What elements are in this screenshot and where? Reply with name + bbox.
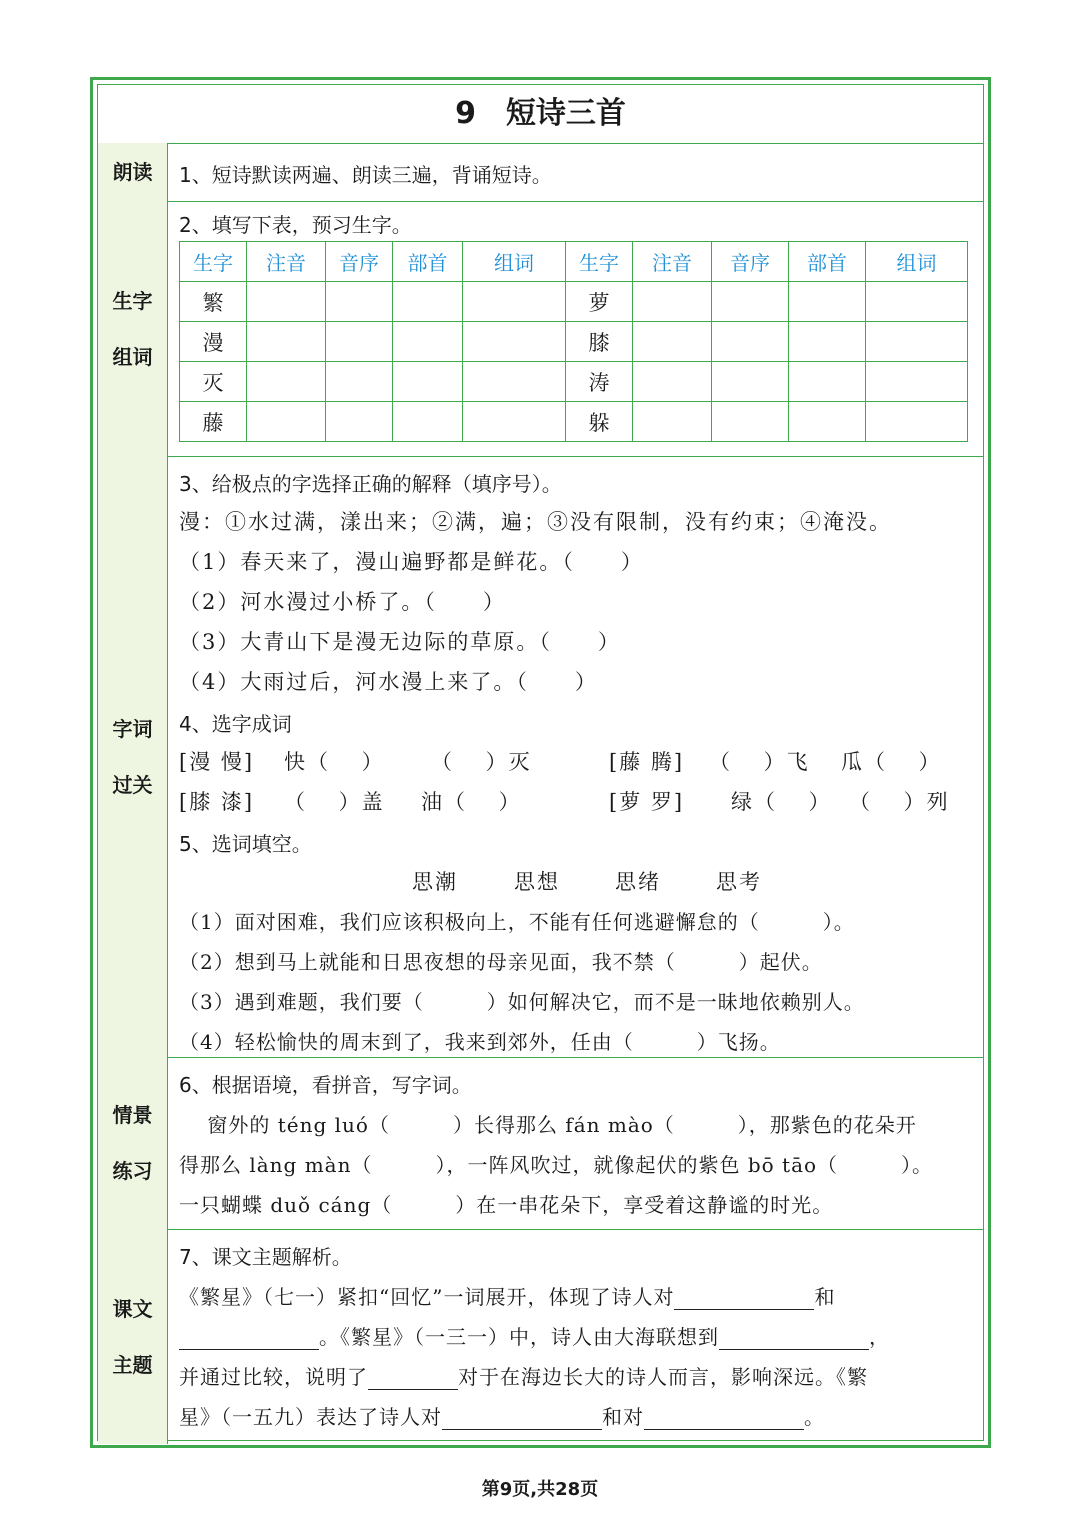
- blank-cell[interactable]: [326, 362, 393, 402]
- section-context: [98, 1057, 983, 1230]
- blank-cell[interactable]: [247, 282, 326, 322]
- char-cell: 灭: [180, 362, 247, 402]
- q5-option: 思潮: [412, 870, 458, 894]
- section-label-theme: 课文 主题: [98, 1229, 168, 1444]
- blank-cell[interactable]: [326, 322, 393, 362]
- header-cell: 注音: [633, 242, 712, 282]
- blank-cell[interactable]: [789, 362, 866, 402]
- question-6-line: 窗外的 téng luó（ ）长得那么 fán mào（ ），那紫色的花朵开: [179, 1113, 917, 1137]
- answer-blank[interactable]: [674, 1287, 814, 1310]
- blank-cell[interactable]: [633, 402, 712, 442]
- section-label-characters: 生字 组词: [98, 201, 168, 456]
- blank-cell[interactable]: [247, 322, 326, 362]
- blank-cell[interactable]: [247, 362, 326, 402]
- blank-cell[interactable]: [789, 322, 866, 362]
- header-cell: 注音: [247, 242, 326, 282]
- question-5-item: （1）面对困难，我们应该积极向上，不能有任何逃避懈怠的（ ）。: [179, 910, 855, 934]
- question-3-item: （1）春天来了，漫山遍野都是鲜花。（ ）: [179, 550, 644, 574]
- blank-cell[interactable]: [326, 282, 393, 322]
- blank-cell[interactable]: [789, 282, 866, 322]
- question-3-item: （4）大雨过后，河水漫上来了。（ ）: [179, 670, 598, 694]
- q4-blank[interactable]: 油（ ）: [421, 790, 522, 814]
- blank-cell[interactable]: [866, 362, 968, 402]
- section-theme: [98, 1229, 983, 1444]
- blank-cell[interactable]: [633, 282, 712, 322]
- blank-cell[interactable]: [866, 402, 968, 442]
- question-7-line: 星》（一五九）表达了诗人对 和对 。: [179, 1405, 825, 1429]
- q4-choice: [漫 慢]: [179, 750, 255, 774]
- question-6-line: 一只蝴蝶 duǒ cáng（ ）在一串花朵下，享受着这静谧的时光。: [179, 1193, 834, 1217]
- worksheet-frame: [90, 77, 991, 1448]
- question-3-item: （3）大青山下是漫无边际的草原。（ ）: [179, 630, 621, 654]
- question-4: 4、选字成词: [179, 712, 292, 736]
- q5-option: 思想: [514, 870, 560, 894]
- char-cell: 藤: [180, 402, 247, 442]
- q4-choice: [萝 罗]: [609, 790, 685, 814]
- blank-cell[interactable]: [866, 282, 968, 322]
- blank-cell[interactable]: [326, 402, 393, 442]
- page-number: 第9页,共28页: [481, 1479, 599, 1500]
- blank-cell[interactable]: [393, 402, 463, 442]
- question-3-item: （2）河水漫过小桥了。（ ）: [179, 590, 506, 614]
- char-cell: 漫: [180, 322, 247, 362]
- blank-cell[interactable]: [866, 322, 968, 362]
- question-7-line: 。《繁星》（一三一）中，诗人由大海联想到 ，: [179, 1321, 890, 1350]
- question-3: 3、给极点的字选择正确的解释（填序号）。: [179, 472, 562, 496]
- question-5: 5、选词填空。: [179, 832, 312, 856]
- char-cell: 膝: [566, 322, 633, 362]
- question-7-line: 《繁星》（七一）紧扣“回忆”一词展开，体现了诗人对 和: [179, 1285, 836, 1309]
- blank-cell[interactable]: [463, 282, 566, 322]
- answer-blank[interactable]: [719, 1327, 869, 1350]
- blank-cell[interactable]: [247, 402, 326, 442]
- header-cell: 音序: [712, 242, 789, 282]
- blank-cell[interactable]: [463, 362, 566, 402]
- section-label-words: 字词 过关: [98, 456, 168, 1057]
- q4-blank[interactable]: 绿（ ）: [731, 790, 832, 814]
- q4-blank[interactable]: 快（ ）: [284, 750, 385, 774]
- blank-cell[interactable]: [393, 282, 463, 322]
- header-cell: 组词: [866, 242, 968, 282]
- q4-blank[interactable]: （ ）飞: [709, 750, 810, 774]
- question-6-line: 得那么 làng màn（ ），一阵风吹过，就像起伏的紫色 bō tāo（ ）。: [179, 1153, 934, 1177]
- blank-cell[interactable]: [633, 362, 712, 402]
- char-cell: 躲: [566, 402, 633, 442]
- header-cell: 组词: [463, 242, 566, 282]
- blank-cell[interactable]: [463, 322, 566, 362]
- q5-option: 思绪: [615, 870, 661, 894]
- header-cell: 音序: [326, 242, 393, 282]
- blank-cell[interactable]: [393, 322, 463, 362]
- blank-cell[interactable]: [712, 362, 789, 402]
- header-cell: 部首: [393, 242, 463, 282]
- blank-cell[interactable]: [633, 322, 712, 362]
- q4-blank[interactable]: （ ）灭: [431, 750, 532, 774]
- q4-blank[interactable]: （ ）盖: [284, 790, 385, 814]
- question-7: 7、课文主题解析。: [179, 1245, 352, 1269]
- table-row: [180, 322, 968, 362]
- table-row: [180, 282, 968, 322]
- question-5-item: （3）遇到难题，我们要（ ）如何解决它，而不是一昧地依赖别人。: [179, 990, 865, 1014]
- blank-cell[interactable]: [712, 322, 789, 362]
- answer-blank[interactable]: [179, 1327, 319, 1350]
- table-header-row: [180, 242, 968, 282]
- table-row: [180, 362, 968, 402]
- question-3-definition: 漫：①水过满，漾出来；②满，遍；③没有限制，没有约束；④淹没。: [179, 510, 892, 534]
- question-5-item: （2）想到马上就能和日思夜想的母亲见面，我不禁（ ）起伏。: [179, 950, 823, 974]
- header-cell: 生字: [180, 242, 247, 282]
- table-row: [180, 402, 968, 442]
- question-7-line: 并通过比较，说明了 对于在海边长大的诗人而言，影响深远。《繁: [179, 1365, 868, 1389]
- section-characters: [98, 201, 983, 457]
- q4-blank[interactable]: 瓜（ ）: [841, 750, 942, 774]
- header-cell: 部首: [789, 242, 866, 282]
- header-cell: 生字: [566, 242, 633, 282]
- char-cell: 萝: [566, 282, 633, 322]
- question-2: 2、填写下表，预习生字。: [179, 213, 412, 237]
- blank-cell[interactable]: [712, 402, 789, 442]
- answer-blank[interactable]: [368, 1367, 458, 1390]
- q4-choice: [藤 腾]: [609, 750, 685, 774]
- blank-cell[interactable]: [712, 282, 789, 322]
- char-cell: 涛: [566, 362, 633, 402]
- question-1: 1、短诗默读两遍、朗读三遍，背诵短诗。: [179, 163, 552, 187]
- section-reading: [98, 143, 983, 202]
- blank-cell[interactable]: [789, 402, 866, 442]
- question-6: 6、根据语境，看拼音，写字词。: [179, 1073, 472, 1097]
- character-table: [179, 241, 968, 442]
- section-label-context: 情景 练习: [98, 1057, 168, 1229]
- lesson-title: 9 短诗三首: [98, 85, 983, 144]
- question-5-item: （4）轻松愉快的周末到了，我来到郊外，任由（ ）飞扬。: [179, 1030, 781, 1054]
- section-words: [98, 456, 983, 1058]
- answer-blank[interactable]: [442, 1407, 602, 1430]
- answer-blank[interactable]: [644, 1407, 804, 1430]
- worksheet-inner: [97, 84, 984, 1441]
- q4-blank[interactable]: （ ）列: [849, 790, 950, 814]
- section-label-reading: 朗读: [98, 143, 168, 201]
- blank-cell[interactable]: [393, 362, 463, 402]
- q4-choice: [膝 漆]: [179, 790, 255, 814]
- q5-option: 思考: [716, 870, 762, 894]
- char-cell: 繁: [180, 282, 247, 322]
- blank-cell[interactable]: [463, 402, 566, 442]
